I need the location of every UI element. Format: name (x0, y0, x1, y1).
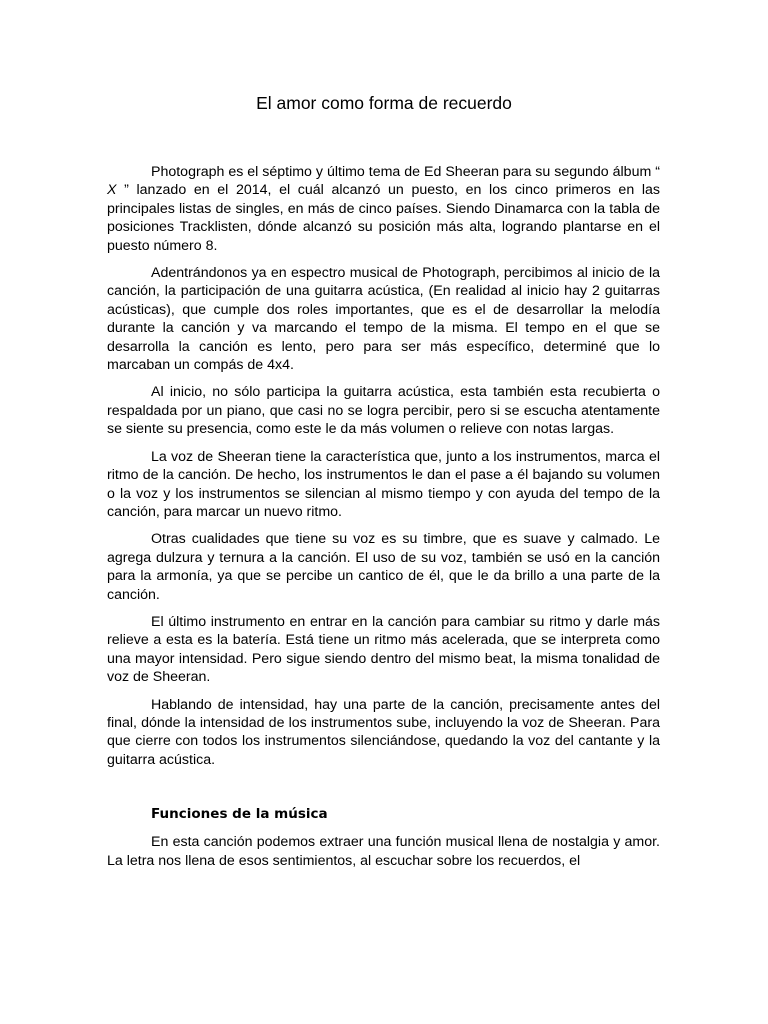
paragraph-3: Al inicio, no sólo participa la guitarra acústica, esta también esta recubierta o respaldada por un piano, que casi no se logra percibir, pero si se escucha atentamente se siente su presencia, como este le da más volumen o relieve con notas largas. (107, 384, 660, 438)
section-heading: Funciones de la música (151, 806, 328, 823)
paragraph-4: La voz de Sheeran tiene la característica que, junto a los instrumentos, marca el ritmo de la canción. De hecho, los instrumentos le dan el pase a él bajando su volumen o la voz y los instrumentos se silencian al mismo tiempo y con ayuda del tempo de la canción, para marcar un nuevo ritmo. (107, 448, 660, 520)
paragraph-5: Otras cualidades que tiene su voz es su timbre, que es suave y calmado. Le agrega dulzura y ternura a la canción. El uso de su voz, también se usó en la canción para la armonía, ya que se percibe un cantico de él, que le da brillo a una parte de la canción. (107, 531, 660, 603)
paragraph-1-text-end: lanzado en el 2014, el cuál alcanzó un puesto, en los cinco primeros en las principales listas de singles, en más de cinco países. Siendo Dinamarca con la tabla de posiciones Tracklisten, dónde alcanzó su posición más alta, logrando plantarse en el puesto número 8. (107, 182, 660, 254)
paragraph-8: En esta canción podemos extraer una función musical llena de nostalgia y amor. La letra nos llena de esos sentimientos, al escuchar sobre los recuerdos, el (107, 834, 660, 869)
paragraph-1-text-start: Photograph es el séptimo y último tema de Ed Sheeran para su segundo álbum (151, 164, 652, 180)
document-title: El amor como forma de recuerdo (256, 93, 512, 113)
paragraph-6: El último instrumento en entrar en la canción para cambiar su ritmo y darle más relieve a esta es la batería. Está tiene un ritmo más acelerada, que se interpreta como una mayor intensidad. Pero sigue siendo dentro del mismo beat, la misma tonalidad de voz de Sheeran. (107, 613, 660, 686)
album-open-quote: “ (655, 164, 660, 180)
album-title: X (107, 182, 117, 199)
album-close-quote: ” (124, 182, 129, 199)
document-body (107, 163, 660, 879)
paragraph-1 (107, 163, 660, 255)
paragraph-7: Hablando de intensidad, hay una parte de la canción, precisamente antes del final, dónde la intensidad de los instrumentos sube, incluyendo la voz de Sheeran. Para que cierre con todos los instrumentos silenciándose, quedando la voz del cantante y la guitarra acústica. (107, 696, 660, 768)
paragraph-2: Adentrándonos ya en espectro musical de Photograph, percibimos al inicio de la canción, la participación de una guitarra acústica, (En realidad al inicio hay 2 guitarras acústicas), que cumple dos roles importantes, que es el de desarrollar la melodía durante la canción y va marcando el tempo de la misma. El tempo en el que se desarrolla la canción es lento, pero para ser más específico, determiné que lo marcaban un compás de 4x4. (107, 265, 660, 374)
